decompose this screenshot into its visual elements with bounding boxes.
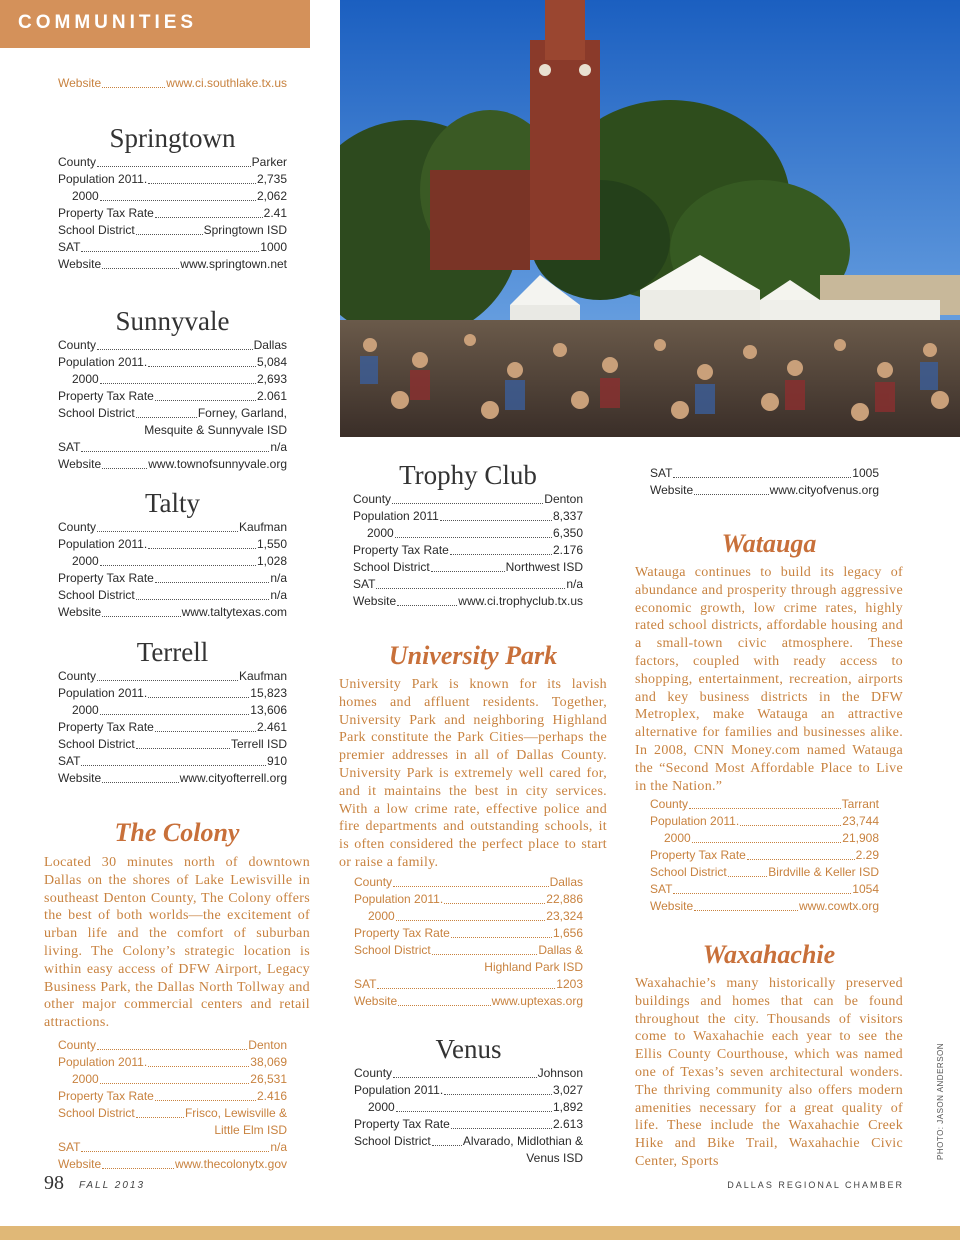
talty-entry [58, 488, 287, 621]
leader-dots [395, 537, 552, 538]
stat-value: Terrell ISD [230, 737, 287, 751]
waxahachie-entry [635, 940, 903, 1171]
stat-value: 2.29 [855, 848, 879, 863]
stat-value: 2.176 [552, 543, 583, 557]
leader-dots [148, 366, 256, 367]
page-number: 98 [44, 1172, 64, 1194]
stat-row [58, 1139, 287, 1156]
venus-entry [354, 1034, 583, 1167]
stat-row [354, 976, 583, 993]
leader-dots [97, 166, 251, 167]
stat-label: 2000 [368, 908, 395, 923]
stat-row [58, 1156, 287, 1173]
stat-label: School District [58, 1105, 135, 1120]
stat-value: Parker [251, 155, 287, 169]
stat-label: Website [353, 594, 397, 608]
stat-value: 2.461 [256, 720, 287, 734]
stat-value: 23,324 [546, 908, 583, 923]
leader-dots [728, 876, 768, 877]
leader-dots [102, 782, 178, 783]
stat-label: County [58, 520, 97, 534]
stat-label: Population 2011. [58, 1054, 148, 1069]
leader-dots [694, 494, 768, 495]
stat-value: Tarrant [841, 797, 879, 812]
stat-label: Website [58, 257, 102, 271]
leader-dots [393, 886, 549, 887]
leader-dots [100, 565, 256, 566]
city-description: University Park is known for its lavish homes and affluent residents. Together, University Park and neighboring Highland Park constitute the Park Cities—perhaps the premier addresses in all of Dallas County. University Park is extremely well cared for, and it maintains the best in city services. With a low crime rate, effective police and fire departments and outstanding schools, it is often considered the perfect place to start or raise a family. [339, 677, 607, 870]
leader-dots [100, 200, 256, 201]
stat-value: 2,062 [256, 189, 287, 203]
stat-label: Property Tax Rate [353, 543, 449, 557]
stat-row [353, 508, 583, 525]
stat-label: County [650, 797, 689, 812]
stat-row [58, 222, 287, 239]
stat-value: 3,027 [552, 1083, 583, 1097]
stat-value: 26,531 [250, 1071, 287, 1086]
stat-label: Website [58, 457, 102, 471]
stat-value: Dallas & [538, 942, 583, 957]
stat-value: n/a [270, 571, 287, 585]
stat-label: Population 2011. [354, 891, 444, 906]
stat-row [354, 1082, 583, 1099]
stat-row [650, 898, 879, 915]
stat-value: n/a [566, 577, 583, 591]
stat-row [650, 881, 879, 898]
stat-label: Population 2011. [58, 355, 148, 369]
stat-row [354, 908, 583, 925]
stat-row [58, 388, 287, 405]
stat-label: School District [353, 560, 430, 574]
stat-label: SAT [58, 440, 81, 454]
stat-label: 2000 [72, 1071, 99, 1086]
stat-row [353, 491, 583, 508]
stat-label: Property Tax Rate [58, 571, 154, 585]
stat-label: Property Tax Rate [650, 848, 746, 863]
stat-label: Population 2011. [58, 537, 148, 551]
stat-row [58, 405, 287, 422]
stat-row [58, 1122, 287, 1139]
leader-dots [155, 217, 263, 218]
leader-dots [97, 680, 238, 681]
stat-row [58, 685, 287, 702]
city-description: Waxahachie’s many historically preserved buildings and homes that can be found throughout the city. Thousands of visitors come to Waxahachie each year to see the Ellis County Courthouse, which was named one of Texas’s seven architectural wonders. The thriving community also offers modern amenities necessary for a great quality of life. These include the Waxahachie Creek Hike and Bike Trail, Waxahachie Civic Center, Sports [635, 976, 903, 1169]
the-colony-entry [44, 818, 310, 1173]
stat-row [58, 604, 287, 621]
leader-dots [148, 548, 256, 549]
stat-row [58, 536, 287, 553]
leader-dots [81, 451, 269, 452]
stat-value: 22,886 [546, 891, 583, 906]
stat-label: Website [58, 1156, 102, 1171]
university-park-entry [339, 641, 607, 1010]
stat-label: Website [650, 483, 694, 497]
stat-row [354, 1116, 583, 1133]
leader-dots [81, 765, 266, 766]
leader-dots [102, 616, 180, 617]
stat-value: Johnson [537, 1066, 583, 1080]
stat-row [353, 542, 583, 559]
stat-label: Website [58, 771, 102, 785]
leader-dots [451, 1128, 552, 1129]
stat-row [650, 482, 879, 499]
city-description: Watauga continues to build its legacy of abundance and prosperity through aggressive economic growth, low crime rates, highly rated school districts, affordable housing and a small-town civic atmosphere. These factors, coupled with ready access to shopping, entertainment, recreation, airports and key business districts in the DFW Metroplex, make Watauga an attractive alternative for families and businesses alike. In 2008, CNN Money.com named Watauga the “Second Most Affordable Place to Live in the Nation.” [635, 565, 903, 794]
leader-dots [673, 893, 851, 894]
stat-value: 2.061 [256, 389, 287, 403]
stat-row [650, 847, 879, 864]
leader-dots [155, 400, 256, 401]
stat-value: 1,550 [256, 537, 287, 551]
stat-row [58, 371, 287, 388]
leader-dots [102, 268, 179, 269]
stat-value: Alvarado, Midlothian & [462, 1134, 583, 1148]
leader-dots [100, 383, 256, 384]
stat-label: County [58, 338, 97, 352]
stat-value: Mesquite & Sunnyvale ISD [144, 423, 287, 437]
stat-label: County [353, 492, 392, 506]
leader-dots [148, 1066, 249, 1067]
festival-photo [340, 0, 960, 437]
section-title: COMMUNITIES [18, 12, 198, 33]
stat-label: School District [650, 865, 727, 880]
stat-row [354, 942, 583, 959]
leader-dots [432, 954, 538, 955]
stat-value: 1,028 [256, 554, 287, 568]
stat-label: County [58, 669, 97, 683]
city-name: Springtown [109, 123, 236, 153]
website-link[interactable]: www.cityofterrell.org [179, 771, 287, 785]
leader-dots [689, 808, 841, 809]
leader-dots [100, 714, 250, 715]
venus-continued [650, 465, 879, 499]
stat-value: n/a [270, 440, 287, 454]
stat-value: n/a [270, 588, 287, 602]
stat-value: 1,892 [552, 1100, 583, 1114]
watauga-entry [635, 529, 903, 915]
leader-dots [136, 417, 197, 418]
stat-value: Kaufman [238, 669, 287, 683]
stat-value: Denton [248, 1037, 287, 1052]
leader-dots [396, 1111, 552, 1112]
leader-dots [148, 183, 256, 184]
stat-value: Northwest ISD [505, 560, 583, 574]
leader-dots [100, 1083, 250, 1084]
stat-value: 1005 [852, 466, 879, 480]
stat-row [58, 570, 287, 587]
stat-label: Website [650, 899, 694, 914]
stat-row [650, 813, 879, 830]
stat-row [354, 1065, 583, 1082]
stat-row [58, 239, 287, 256]
stat-row [354, 925, 583, 942]
leader-dots [97, 531, 238, 532]
stat-label: Population 2011 [353, 509, 439, 523]
stat-label: 2000 [72, 703, 99, 717]
terrell-entry [58, 637, 287, 787]
leader-dots [451, 937, 552, 938]
stat-value: Venus ISD [526, 1151, 583, 1165]
stat-label: 2000 [367, 526, 394, 540]
leader-dots [740, 825, 841, 826]
leader-dots [431, 571, 505, 572]
leader-dots [136, 234, 203, 235]
leader-dots [396, 920, 546, 921]
city-name: Watauga [721, 529, 817, 558]
leader-dots [155, 582, 269, 583]
stat-value: 23,744 [842, 814, 879, 829]
leader-dots [81, 251, 259, 252]
stat-label: Property Tax Rate [58, 389, 154, 403]
stat-value: 2,735 [256, 172, 287, 186]
city-name: University Park [388, 641, 558, 670]
website-link[interactable]: www.thecolonytx.gov [174, 1156, 287, 1171]
website-link[interactable]: www.cowtx.org [798, 899, 879, 914]
stat-row [58, 736, 287, 753]
stat-row [58, 553, 287, 570]
leader-dots [673, 477, 851, 478]
leader-dots [155, 1100, 256, 1101]
leader-dots [102, 468, 147, 469]
stat-row [58, 256, 287, 273]
leader-dots [440, 520, 552, 521]
stat-row [58, 1105, 287, 1122]
stat-label: County [354, 1066, 393, 1080]
stat-label: SAT [650, 882, 673, 897]
stat-value: 38,069 [250, 1054, 287, 1069]
issue-label: FALL 2013 [79, 1180, 146, 1191]
stat-value: Little Elm ISD [214, 1122, 287, 1137]
stat-row [354, 1150, 583, 1167]
leader-dots [392, 503, 543, 504]
stat-row [354, 874, 583, 891]
city-description: Located 30 minutes north of downtown Dallas on the shores of Lake Lewisville in southeast Denton County, The Colony offers the best of both worlds—the excitement of urban life and the comfort of suburban living. The Colony’s strategic location is within easy access of DFW Airport, Legacy Business Park, the Dallas North Tollway and other major commercial centers and retail attractions. [44, 855, 310, 1031]
stat-label: School District [354, 942, 431, 957]
stat-value: 15,823 [250, 686, 287, 700]
leader-dots [136, 599, 270, 600]
stat-label: County [58, 1037, 97, 1052]
stat-row [58, 1054, 287, 1071]
leader-dots [102, 1168, 174, 1169]
stat-row [353, 525, 583, 542]
stat-row [353, 576, 583, 593]
stat-label: 2000 [72, 554, 99, 568]
stat-value: n/a [270, 1139, 287, 1154]
leader-dots [97, 349, 253, 350]
stat-row [58, 154, 287, 171]
stat-value: 6,350 [552, 526, 583, 540]
website-link[interactable]: www.ci.southlake.tx.us [166, 76, 287, 90]
leader-dots [444, 1094, 552, 1095]
stat-label: SAT [58, 240, 81, 254]
stat-label: School District [58, 223, 135, 237]
stat-label: School District [58, 406, 135, 420]
leader-dots [444, 903, 545, 904]
leader-dots [376, 588, 565, 589]
stat-row [58, 337, 287, 354]
stat-value: 21,908 [842, 831, 879, 846]
stat-label: Property Tax Rate [58, 1088, 154, 1103]
stat-label: Property Tax Rate [58, 206, 154, 220]
stat-label: School District [354, 1134, 431, 1148]
leader-dots [398, 1005, 490, 1006]
stat-value: 2.613 [552, 1117, 583, 1131]
stat-label: Population 2011. [650, 814, 740, 829]
stat-row [353, 593, 583, 610]
southlake-website [58, 75, 287, 92]
leader-dots [397, 605, 457, 606]
stat-row [58, 668, 287, 685]
stat-value: 2.416 [256, 1088, 287, 1103]
stat-value: Dallas [253, 338, 287, 352]
stat-label: SAT [58, 754, 81, 768]
stat-value: Birdville & Keller ISD [768, 865, 879, 880]
stat-row [58, 439, 287, 456]
stat-value: 910 [266, 754, 287, 768]
stat-row [650, 864, 879, 881]
stat-row [58, 188, 287, 205]
leader-dots [747, 859, 855, 860]
website-link[interactable]: www.uptexas.org [491, 993, 583, 1008]
stat-row [58, 719, 287, 736]
stat-row [58, 1088, 287, 1105]
leader-dots [148, 697, 249, 698]
website-link[interactable]: www.cityofvenus.org [769, 483, 879, 497]
stat-value: Frisco, Lewisville & [184, 1105, 287, 1120]
stat-row [58, 456, 287, 473]
stat-row [650, 465, 879, 482]
stat-value: 2,693 [256, 372, 287, 386]
leader-dots [155, 731, 256, 732]
stat-label: 2000 [72, 372, 99, 386]
stat-row [650, 796, 879, 813]
stat-label: Website [354, 993, 398, 1008]
stat-row [58, 171, 287, 188]
stat-row [354, 1099, 583, 1116]
stat-row [354, 891, 583, 908]
stat-value: 8,337 [552, 509, 583, 523]
leader-dots [81, 1151, 269, 1152]
stat-row [58, 1037, 287, 1054]
stat-row [354, 959, 583, 976]
stat-label: Property Tax Rate [354, 1117, 450, 1131]
stat-value: 1203 [556, 976, 583, 991]
stat-value: 1,656 [552, 925, 583, 940]
leader-dots [432, 1145, 462, 1146]
stat-value: Denton [544, 492, 583, 506]
stat-row [58, 770, 287, 787]
springtown-entry [58, 123, 287, 273]
leader-dots [136, 1117, 184, 1118]
stat-label: Population 2011. [58, 172, 148, 186]
stat-label: 2000 [368, 1100, 395, 1114]
leader-dots [136, 748, 230, 749]
stat-value: 2.41 [263, 206, 287, 220]
leader-dots [97, 1049, 247, 1050]
city-name: The Colony [114, 818, 240, 847]
stat-label: School District [58, 737, 135, 751]
stat-row [58, 422, 287, 439]
stat-label: Population 2011. [58, 686, 148, 700]
stat-value: 1054 [852, 882, 879, 897]
website-link[interactable]: www.springtown.net [180, 257, 287, 271]
stat-label: Property Tax Rate [354, 925, 450, 940]
leader-dots [450, 554, 552, 555]
stat-row [58, 354, 287, 371]
stat-row [354, 993, 583, 1010]
website-link[interactable]: www.taltytexas.com [181, 605, 287, 619]
stat-label: School District [58, 588, 135, 602]
stat-value: Dallas [549, 874, 583, 889]
stat-value: 13,606 [250, 703, 287, 717]
stat-row [58, 205, 287, 222]
stat-label: 2000 [72, 189, 99, 203]
city-name: Sunnyvale [115, 306, 230, 336]
sunnyvale-entry [58, 306, 287, 473]
stat-row [353, 559, 583, 576]
section-header-band [0, 0, 310, 48]
stat-label: SAT [353, 577, 376, 591]
city-name: Venus [435, 1034, 502, 1064]
stat-label: County [354, 874, 393, 889]
stat-row: Website www.ci.southlake.tx.us [58, 76, 287, 90]
leader-dots [393, 1077, 537, 1078]
website-link[interactable]: www.ci.trophyclub.tx.us [458, 594, 583, 608]
stat-label: Property Tax Rate [58, 720, 154, 734]
website-link[interactable]: www.townofsunnyvale.org [148, 457, 287, 471]
photo-credit: PHOTO: JASON ANDERSON [936, 1042, 945, 1160]
stat-value: Kaufman [238, 520, 287, 534]
stat-value: Highland Park ISD [484, 959, 583, 974]
leader-dots [377, 988, 555, 989]
bottom-band [0, 1226, 960, 1240]
stat-value: 1000 [260, 240, 287, 254]
leader-dots [694, 910, 798, 911]
stat-label: 2000 [664, 831, 691, 846]
stat-row [354, 1133, 583, 1150]
stat-row [58, 1071, 287, 1088]
stat-row [58, 587, 287, 604]
city-name: Talty [144, 488, 201, 518]
stat-label: Population 2011. [354, 1083, 444, 1097]
stat-row [58, 702, 287, 719]
city-name: Terrell [136, 637, 209, 667]
stat-label: SAT [650, 466, 673, 480]
stat-value: 5,084 [256, 355, 287, 369]
city-name: Trophy Club [399, 460, 537, 490]
stat-row [58, 519, 287, 536]
festival-photo-image [340, 0, 960, 437]
stat-row [650, 830, 879, 847]
stat-label: Website [58, 605, 102, 619]
stat-row [58, 753, 287, 770]
trophy-club-entry [353, 460, 583, 610]
leader-dots [692, 842, 842, 843]
stat-value: Springtown ISD [203, 223, 287, 237]
stat-label: SAT [58, 1139, 81, 1154]
publisher-name: DALLAS REGIONAL CHAMBER [727, 1180, 904, 1190]
city-name: Waxahachie [702, 940, 836, 969]
stat-value: Forney, Garland, [197, 406, 287, 420]
stat-label: SAT [354, 976, 377, 991]
stat-label: County [58, 155, 97, 169]
